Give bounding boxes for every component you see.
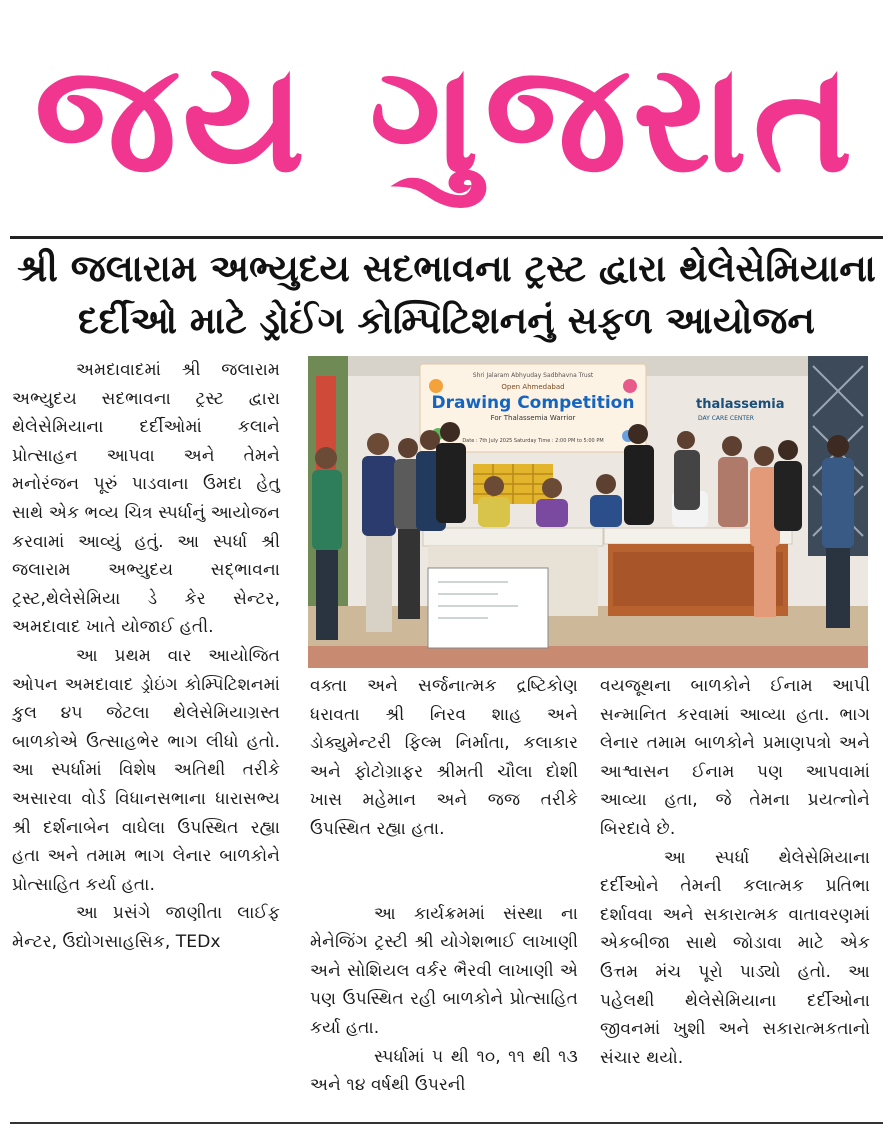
- paragraph-5: આ કાર્યક્રમમાં સંસ્થા ના મેનેજિંગ ટ્રસ્ટી શ્રી યોગેશભાઈ લાખાણી અને સોશિયલ વર્કર ભૈરવી લાખાણી એ પણ ઉપસ્થિત રહી બાળકોને પ્રોત્સાહિત કર્યા હતા.: [310, 903, 578, 1038]
- paragraph-1: અમદાવાદમાં શ્રી જલારામ અભ્યુદય સદભાવના ટ્રસ્ટ દ્વારા થેલેસેમિયાના દર્દીઓમાં કલાને પ્રોત્સાહન આપવા અને તેમને મનોરંજન પૂરું પાડવાના ઉમદા હેતુ સાથે એક ભવ્ય ચિત્ર સ્પર્ધાનું આયોજન કરવામાં આવ્યું હતું. આ સ્પર્ધા શ્રી જલારામ અભ્યુદય સદ્ભાવના ટ્રસ્ટ,થેલેસેમિયા ડે કેર સેન્ટર, અમદાવાદ ખાતે યોજાઈ હતી.: [12, 360, 280, 638]
- wall-brand-sub: DAY CARE CENTER: [698, 415, 754, 422]
- headline-line-1: શ્રી જલારામ અભ્યુદય સદભાવના ટ્રસ્ટ દ્વારા થેલેસેમિયાના: [17, 247, 876, 290]
- top-rule: [10, 236, 883, 239]
- banner-title: Drawing Competition: [431, 393, 635, 413]
- masthead-logo: જય ગુજરાત: [34, 32, 859, 206]
- bottom-rule: [10, 1122, 883, 1124]
- article-column-1: [12, 356, 280, 956]
- article-column-3: [600, 672, 870, 1072]
- banner-date: Date : 7th July 2025 Saturday Time : 2:00 PM to 5:00 PM: [462, 438, 604, 444]
- paragraph-3: આ પ્રસંગે જાણીતા લાઈફ મેન્ટર, ઉદ્યોગસાહસિક, TEDx: [12, 903, 280, 952]
- article-column-2: [310, 672, 578, 1100]
- column-gap: [310, 844, 578, 900]
- event-photo-svg: [308, 356, 868, 668]
- masthead: [8, 8, 885, 230]
- banner-for: For Thalassemia Warrior: [490, 414, 576, 422]
- headline: [10, 243, 883, 347]
- banner-org: Shri Jalaram Abhyuday Sadbhavna Trust: [472, 372, 594, 379]
- banner-sub: Open Ahmedabad: [501, 383, 565, 391]
- event-photo: [308, 356, 868, 668]
- paragraph-6: સ્પર્ધામાં ૫ થી ૧૦, ૧૧ થી ૧૩ અને ૧૪ વર્ષથી ઉપરની: [310, 1046, 578, 1096]
- headline-line-2: દર્દીઓ માટે ડ્રોઈંગ કોમ્પિટિશનનું સફળ આયોજન: [78, 299, 815, 342]
- paragraph-2: આ પ્રથમ વાર આયોજિત ઓપન અમદાવાદ ડ્રોઇંગ કોમ્પિટિશનમાં કુલ ૪૫ જેટલા થેલેસેમિયાગ્રસ્ત બાળકોએ ઉત્સાહભેર ભાગ લીધો હતો. આ સ્પર્ધામાં વિશેષ અતિથી તરીકે અસારવા વોર્ડ વિધાનસભાના ધારાસભ્ય શ્રી દર્શનાબેન વાઘેલા ઉપસ્થિત રહ્યા હતા અને તમામ ભાગ લેનાર બાળકોને પ્રોત્સાહિત કર્યા હતા.: [12, 645, 280, 895]
- paragraph-8: આ સ્પર્ધા થેલેસેમિયાના દર્દીઓને તેમની કલાત્મક પ્રતિભા દર્શાવવા અને સકારાત્મક વાતાવરણમાં એકબીજા સાથે જોડાવા માટે એક ઉત્તમ મંચ પૂરો પાડ્યો હતો. આ પહેલથી થેલેસેમિયાના દર્દીઓના જીવનમાં ખુશી અને સકારાત્મકતાનો સંચાર થયો.: [600, 847, 870, 1068]
- paragraph-7: વયજૂથના બાળકોને ઈનામ આપી સન્માનિત કરવામાં આવ્યા હતા. ભાગ લેનાર તમામ બાળકોને પ્રમાણપત્રો અને આશ્વાસન ઈનામ પણ આપવામાં આવ્યા હતા, જે તેમના પ્રયત્નોને બિરદાવે છે.: [600, 676, 870, 839]
- paragraph-4: વક્તા અને સર્જનાત્મક દ્રષ્ટિકોણ ધરાવતા શ્રી નિરવ શાહ અને ડોક્યુમેન્ટરી ફિલ્મ નિર્માતા, કલાકાર અને ફોટોગ્રાફર શ્રીમતી ચૌલા દોશી ખાસ મહેમાન અને જજ તરીકે ઉપસ્થિત રહ્યા હતા.: [310, 676, 578, 839]
- wall-brand: thalassemia: [696, 397, 785, 412]
